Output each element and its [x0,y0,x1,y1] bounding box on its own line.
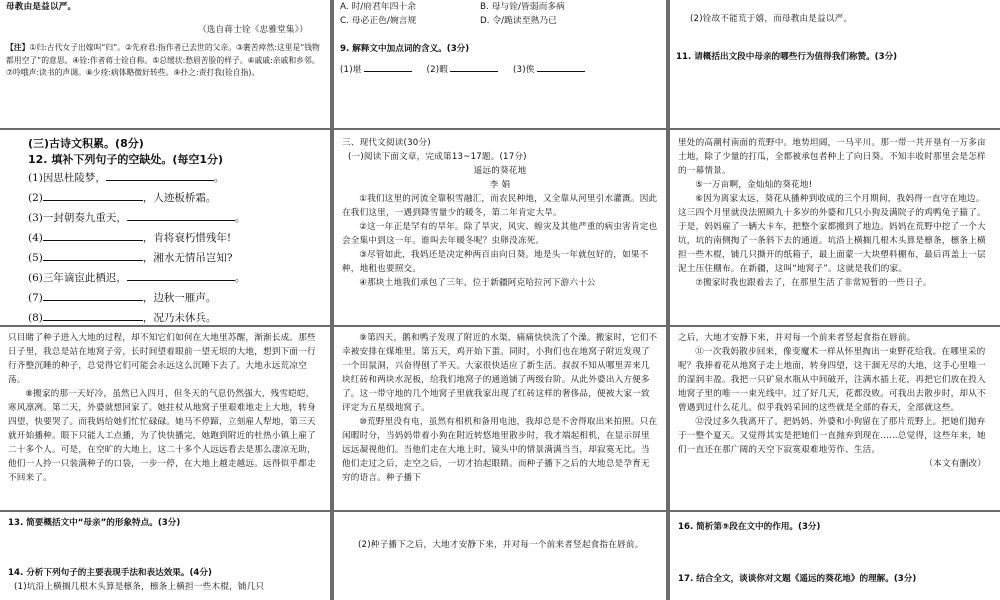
paragraph: ⑥因为离家太远，葵花从播种到收成的三个月期间，我妈得一直守在地边。这三四个月里就没法照顾九十多岁的外婆和几只小狗及满院子的鸡鸭兔子猫了。于是，妈妈雇了一辆大卡车，把整个家都搬到了地边。妈妈在荒野中挖了一个大坑，坑的南侧掏了一条斜下去的通道。坑沿上横搁几根木头算是檩条，檩条上横担一些木棍，铺几只撕开的纸箱子，最上面蒙一大块塑料棚布，最后再盖上一层泥土压住棚布。在新疆，这叫“地窝子”。这就是我们的家。 [678,194,986,274]
q9-item-3: (3)俟 [513,65,535,75]
poem-line-6 [28,268,322,288]
panel-center-left [0,327,330,510]
paragraph: ⑨第四天，鹅和鸭子发现了附近的水渠，痛痛快快洗了个澡。搬家时，它们不幸被安排在煤堆里。第五天，鸡开始下蛋。同时，小狗们也在地窝子附近发现了一个田鼠洞，兴奋得刨了半天。大家很快适应了新生活。叔叔不知从哪里弄来几块红砖和两块水泥板，给我们地窝子的通道铺了两级台阶。从此外婆出入方便多了。这一带守地的几个地窝子里就我家出现了红砖这样的奢侈品，便被大家一致评定为五星级地窝子。 [342,333,658,413]
q9-item-1: (1)堪 [340,65,362,75]
note-label: 【注】 [6,43,30,52]
article-title: 遥远的葵花地 [473,166,527,176]
question-9: 9. 解释文中加点词的含义。(3分) [340,44,470,54]
choice-row-1 [340,0,660,14]
article-author: 李 娟 [489,180,511,190]
poem-text: ，湘水无情吊岂知? [142,252,233,264]
source-citation: （本文有删改） [924,459,986,469]
item-number: (2) [28,192,43,204]
panel-bottom-left [0,512,330,600]
source-citation: （选自蒋士铨《忠雅堂集》） [197,25,308,35]
question-14: 14. 分析下列句子的主要表现手法和表达效果。(4分) [8,568,212,578]
panel-middle-middle [334,130,666,325]
panel-middle-left [0,130,330,325]
item-number: (3) [28,212,43,224]
answer-blank[interactable] [106,169,214,181]
item-number: (1) [28,172,43,184]
question-17: 17. 结合全文，谈谈你对文题《遥远的葵花地》的理解。(3分) [678,574,917,584]
paragraph: 之后，大地才安静下来，并对每一个前来者竖起食指在唇前。 [678,333,916,343]
poem-text: 。 [234,212,246,224]
choice-row-2 [340,14,660,28]
answer-blank[interactable] [127,269,235,281]
poem-line-7 [28,288,322,308]
question-14-part-1: (1)坑沿上横搁几根木头算是檩条，檩条上横担一些木棍，铺几只 [14,582,265,592]
paragraph: ⑫没过多久我离开了。把妈妈、外婆和小狗留在了那片荒野上。把她们抛弃于一整个夏天。又觉得其实是把她们一直抛弃到现在……总觉得，这些年来，她们一直还在那广阔的天空下寂寞艰难地劳作、生活。 [678,417,986,455]
panel-top-left [0,0,330,128]
paragraph: ⑦搬家时我也跟着去了，在那里生活了非常短暂的一些日子。 [695,278,932,288]
note-text: ①归:古代女子出嫁叫“归”。②先府君:指作者已去世的父亲。③裹苦瘁然:这里是“钱物都用空了”的意思。④铨:作者蒋士铨自称。⑤总缓状:愁眉苦脸的样子。⑥戚戚:亲戚和乡邻。⑦呤哦声:读书的声调。⑧少痊:病体略微好转些。⑨扑之:责打我(铨自指)。 [6,43,320,77]
choice-c: C. 母必正色/婉言规 [340,16,417,26]
question-9-items [340,60,660,77]
paragraph: ⑩荒野里没有电，虽然有相机和备用电池，我却总是不舍得取出来拍照。只在闲暇时分，当妈妈带着小狗在附近转悠地里散步时，我才端起相机，在显示屏里远远凝视他们。当他们走在大地上时，镜头中的情景满满当当，却寂寞无比。当他们走过之后，走空之后，一切才抬起眼睛。而种子播下之后的大地总是孕育无穷的语言。种子播下 [342,417,658,483]
annotation-note [6,42,324,80]
answer-blank[interactable] [537,60,585,72]
paragraph: ⑪一次我妈散步回来，像变魔术一样从怀里掏出一束野花给我。在哪里采的呢？我捧着花从地窝子走上地面，转身四望，这干涸无尽的大地，这手心里唯一的湿润丰盈。我把一只矿泉水瓶从中间破开，注满水插上花，再把它们放在投入地窝子里的唯一一束光线中。过了好几天，花都没败。可我出去散步时，却从不曾遇到过什么花儿。似乎我妈采回的这些就是全部的春天，全部就这些。 [678,347,986,413]
paragraph: 只目睹了种子进入大地的过程，却不知它们如何在大地里苏醒，渐渐长成。那些日子里，我总是站在地窝子旁，长时间望着眼前一望无垠的大地，想到下面一行行齐整沉睡的种子，总觉得它们可能会永远这么沉睡下去了。大地永远荒凉空荡。 [8,333,316,385]
section-heading: 三、现代文阅读(30分) [342,138,431,148]
panel-middle-right [670,130,1000,325]
answer-blank[interactable] [43,249,143,261]
paragraph: ④那块土地我们承包了三年，位于新疆阿克哈拉河下游六十公 [359,278,596,288]
poem-text: 。 [234,272,246,284]
translate-line-2: (2)铨故不能荒于嬉，而母教由是益以严。 [690,14,853,24]
poem-line-8 [28,308,322,325]
poem-line-5 [28,248,322,268]
poem-text: ，肯将衰朽惜残年! [142,232,232,244]
answer-blank[interactable] [43,309,143,321]
question-12: 12. 填补下列句子的空缺处。(每空1分) [28,153,224,166]
question-14-part-2: (2)种子播下之后，大地才安静下来，并对每一个前来者竖起食指在唇前。 [358,540,644,550]
item-number: (4) [28,232,43,244]
answer-blank[interactable] [127,209,235,221]
poem-text: 因思杜陵梦， [42,172,106,184]
subsection-heading: (一)阅读下面文章，完成第13~17题。(17分) [348,152,527,162]
paragraph: ①我们这里的河流全靠积雪融汇，而农民种地，又全靠从河里引水灌溉。因此在我们这里，一遇到降雪量少的暖冬，第二年肯定大旱。 [342,194,658,218]
choice-b: B. 母与铨/皆弱而多病 [480,2,565,12]
poem-line-4 [28,228,322,248]
poem-line-3 [28,208,322,228]
choice-a: A. 时/府君年四十余 [340,2,416,12]
item-number: (8) [28,312,43,324]
paragraph: ⑧搬家的那一天好冷，虽然已入四月，但冬天的气息仍然强大，残雪皑皑，寒风凛冽。第二天，外婆就想回家了。她拄杖从地窝子里艰难地走上大地，转身四望，快要哭了。而我妈给她们忙忙碌碌。她马不停蹄，立刻雇人犁地，第三天就开始播种。眼下只能人工点播，为了快快播完，她跑到附近的杜热小镇上雇了二十多个人。可是，在空旷的大地上，这二十多个人远远看去是那么凄凉无助，他们一人拎一只装满种子的口袋，一步一停，在大地上越走越远。远得似乎都走不回来了。 [8,389,316,483]
panel-center-middle [334,327,666,510]
panel-bottom-right [670,512,1000,600]
poem-text: ，边秋一雁声。 [142,292,217,304]
poem-text: ，况乃未休兵。 [142,312,217,324]
question-13: 13. 简要概括文中“母亲”的形象特点。(3分) [8,518,181,528]
poem-text: 三年谪宦此栖迟， [42,272,127,284]
poem-text: 。 [213,172,225,184]
answer-blank[interactable] [364,60,412,72]
panel-top-middle [334,0,666,128]
answer-blank[interactable] [43,229,143,241]
q9-item-2: (2)暇 [426,65,449,75]
poem-list [8,168,322,325]
item-number: (6) [28,272,43,284]
answer-blank[interactable] [450,60,498,72]
choice-d: D. 令/跪读至熟乃已 [480,16,557,26]
poem-line-2 [28,188,322,208]
paragraph: 里处的高潮村南面的荒野中。地势坦阔，一马平川。那一带一共开垦有一万多亩土地，除了少量的打瓜，全都被承包者种上了向日葵。不知丰收时那里会是怎样的一幕情景。 [678,138,986,176]
panel-top-right [670,0,1000,128]
answer-blank[interactable] [43,189,143,201]
paragraph: ③尽管如此，我妈还是决定种两百亩向日葵。地是头一年就包好的，如果不种，地租也要照交。 [342,250,649,274]
question-11: 11. 请概括出文段中母亲的哪些行为值得我们称赞。(3分) [676,52,898,62]
panel-bottom-middle [334,512,666,600]
poem-text: ，人迹板桥霜。 [142,192,217,204]
poem-text: 一封朝奏九重天， [42,212,127,224]
item-number: (7) [28,292,43,304]
section-heading: (三)古诗文积累。(8分) [28,137,144,150]
panel-center-right [670,327,1000,510]
item-number: (5) [28,252,43,264]
answer-blank[interactable] [43,289,143,301]
text-line: 母教由是益以严。 [6,2,77,12]
paragraph: ⑤一万亩啊，金灿灿的葵花地! [695,180,813,190]
poem-line-1 [28,168,322,188]
paragraph: ②这一年正是罕有的旱年。除了旱灾，风灾、蝗灾及其他严重的病虫害肯定也会全集中到这一年。谁叫去年暖冬呢？虫卵没冻死。 [342,222,658,246]
question-16: 16. 简析第⑨段在文中的作用。(3分) [678,522,821,532]
